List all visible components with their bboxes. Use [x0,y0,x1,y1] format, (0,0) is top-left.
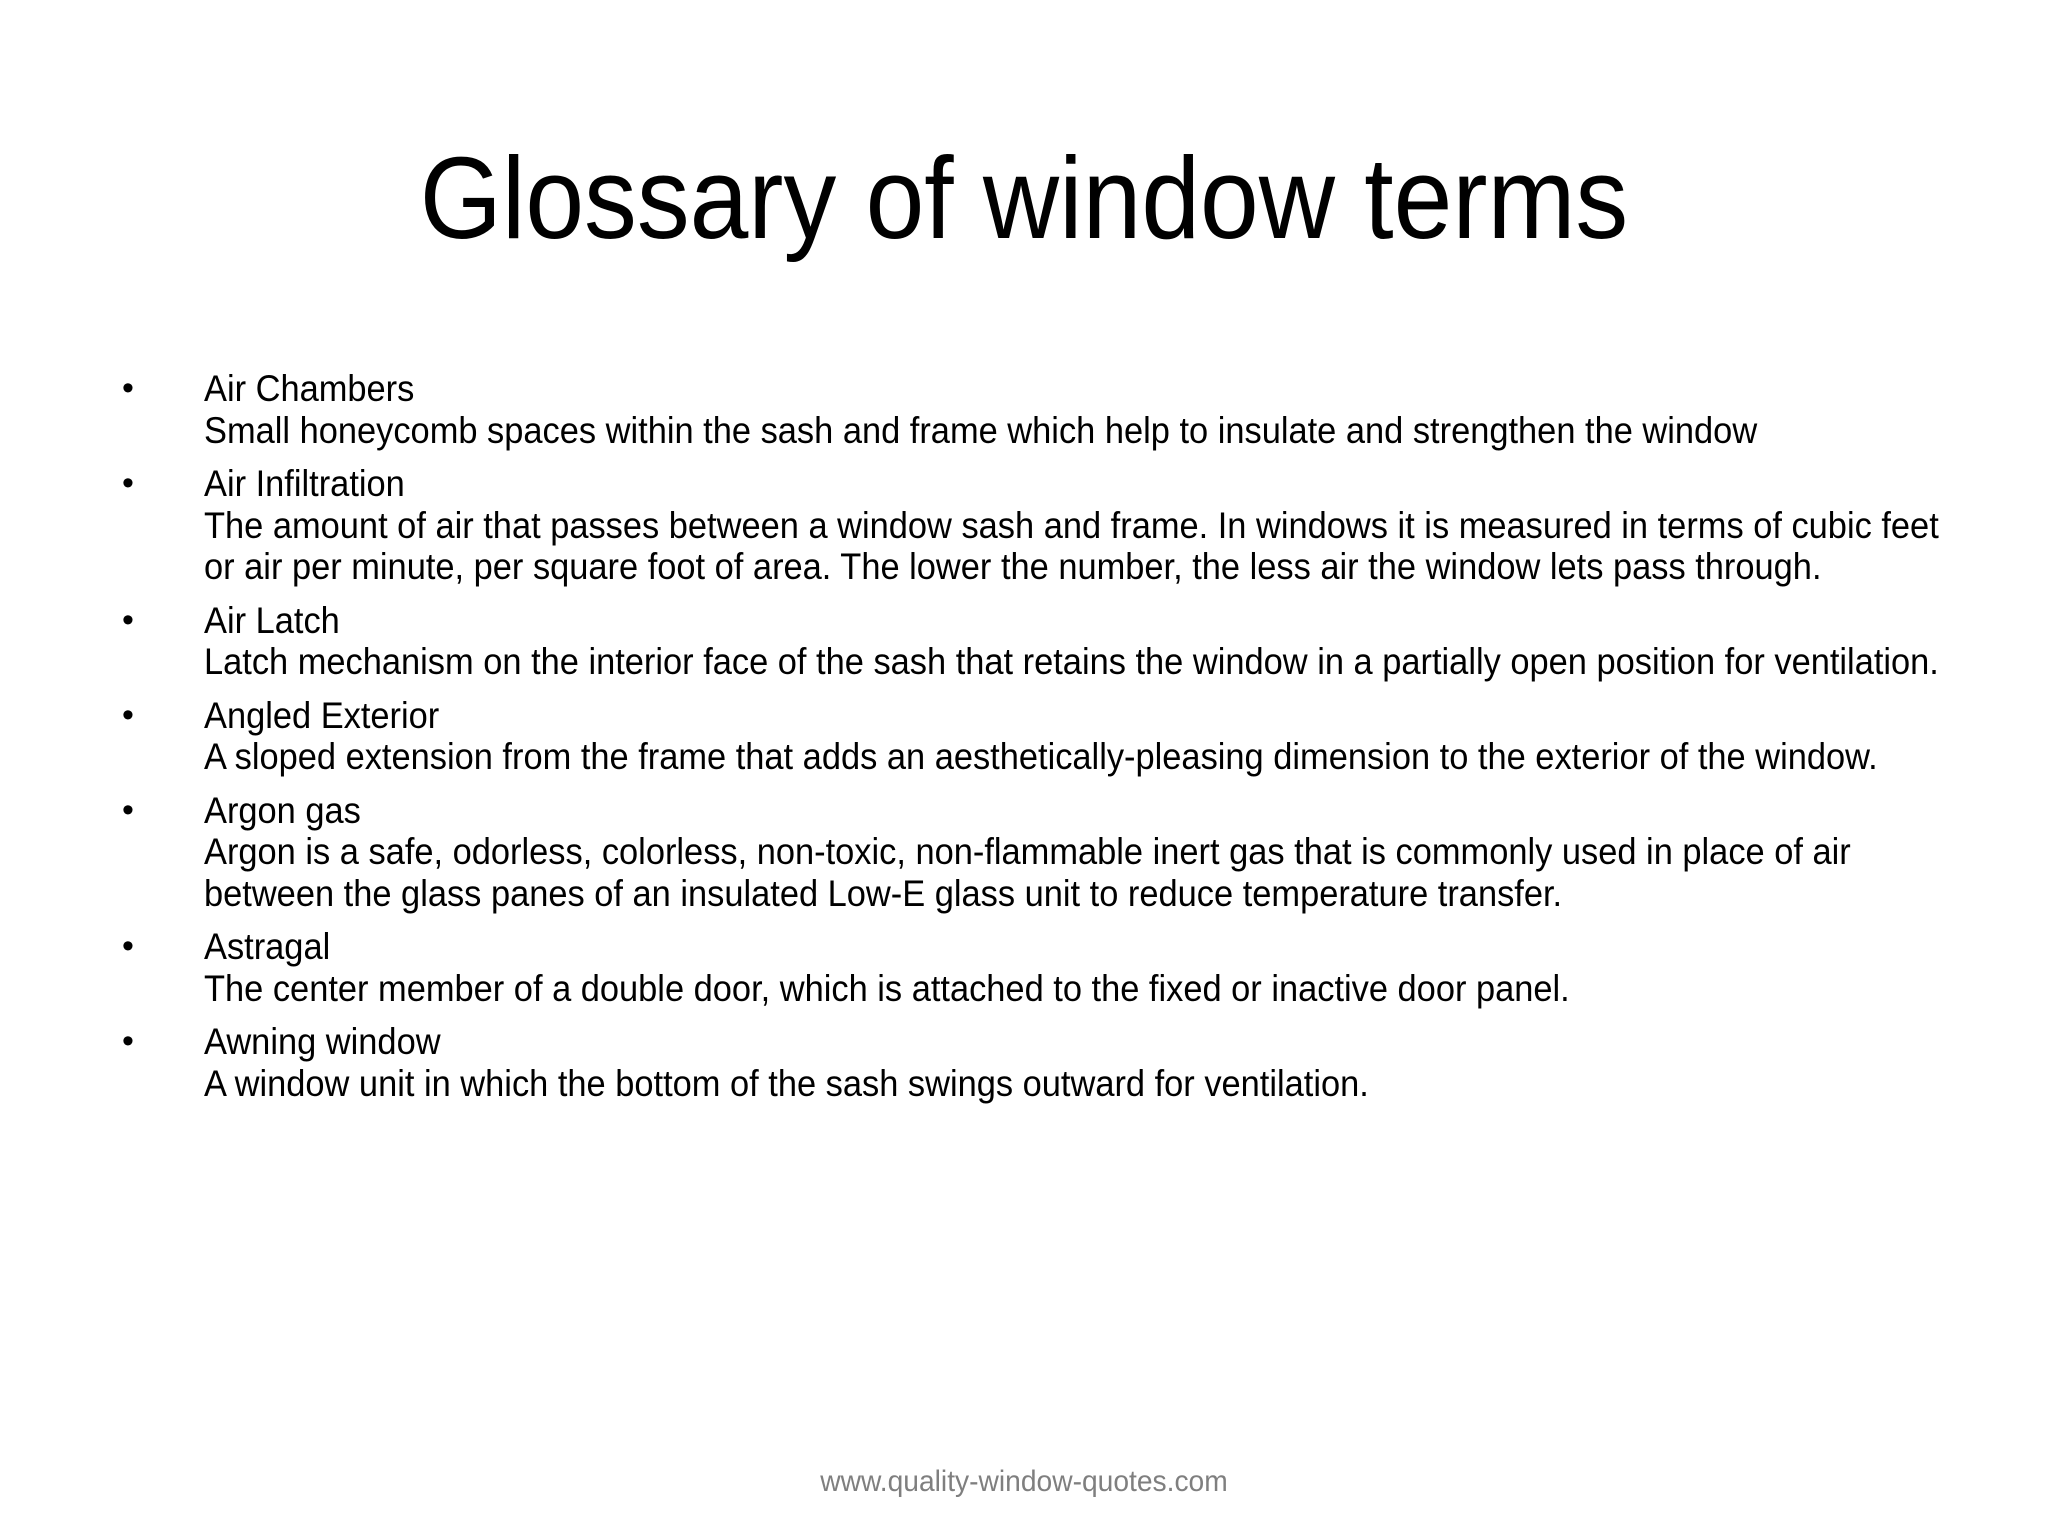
definition-air-chambers: Small honeycomb spaces within the sash and frame which help to insulate and strengthen the window [204,409,1758,451]
bullet-marker: • [122,790,134,829]
term-astragal: Astragal [204,926,331,967]
glossary-entry-air-latch [122,600,1942,683]
glossary-entry-awning-window [122,1021,1942,1104]
term-awning-window: Awning window [204,1021,441,1062]
bullet-marker: • [122,927,134,965]
definition-angled-exterior: A sloped extension from the frame that adds an aesthetically-pleasing dimension to the exterior of the window. [204,736,1878,777]
glossary-entry-air-chambers [122,368,1942,451]
definition-air-latch: Latch mechanism on the interior face of the sash that retains the window in a partially open position for ventilation. [204,641,1939,682]
glossary-list [122,368,1942,1116]
bullet-marker: • [122,695,134,734]
glossary-entry-angled-exterior [122,695,1942,778]
glossary-entry-argon-gas [122,790,1942,915]
definition-astragal: The center member of a double door, which is attached to the fixed or inactive door panel. [204,967,1570,1009]
glossary-entry-air-infiltration [122,463,1942,588]
glossary-entry-astragal [122,926,1942,1009]
footer-url: www.quality-window-quotes.com [820,1465,1228,1498]
term-angled-exterior: Angled Exterior [204,694,440,736]
bullet-marker: • [122,1022,134,1060]
term-air-infiltration: Air Infiltration [204,463,405,504]
bullet-marker: • [122,600,134,639]
definition-argon-gas: Argon is a safe, odorless, colorless, non-toxic, non-flammable inert gas that is commonly used in place of air between the glass panes of an insulated Low-E glass unit to reduce temperature transfer. [204,831,1851,914]
term-air-chambers: Air Chambers [204,368,415,409]
definition-air-infiltration: The amount of air that passes between a window sash and frame. In windows it is measured in terms of cubic feet or air per minute, per square foot of area. The lower the number, the less air the window lets pass through. [204,504,1939,587]
term-air-latch: Air Latch [204,599,340,641]
bullet-marker: • [122,369,134,407]
term-argon-gas: Argon gas [204,789,361,831]
slide-title: Glossary of window terms [419,133,1629,263]
bullet-marker: • [122,464,134,502]
definition-awning-window: A window unit in which the bottom of the sash swings outward for ventilation. [204,1062,1369,1104]
